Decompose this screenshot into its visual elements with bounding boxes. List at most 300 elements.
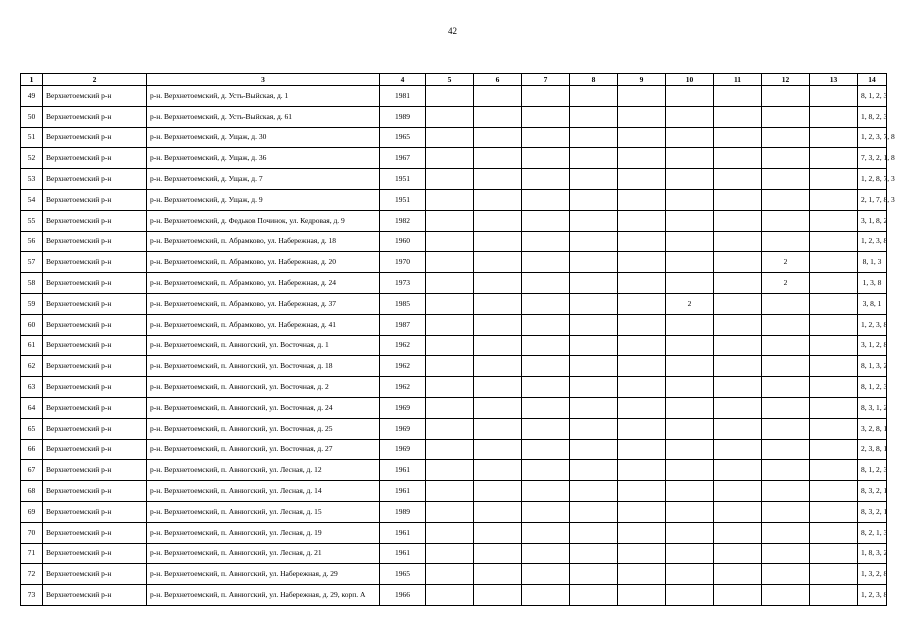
column-14-cell: 2, 3, 8, 1 [858, 439, 887, 460]
column-13-cell [810, 585, 858, 606]
column-5-cell [426, 252, 474, 273]
column-9-cell [618, 273, 666, 294]
district-cell: Верхнетоемский р-н [43, 189, 147, 210]
column-9-cell [618, 106, 666, 127]
column-14-cell: 8, 1, 2, 3 [858, 460, 887, 481]
table-row [21, 585, 887, 606]
column-5-cell [426, 335, 474, 356]
district-cell: Верхнетоемский р-н [43, 564, 147, 585]
column-11-cell [714, 231, 762, 252]
column-header: 9 [618, 74, 666, 86]
column-12-cell [762, 543, 810, 564]
address-cell: р-н. Верхнетоемский, п. Абрамково, ул. Набережная, д. 18 [147, 231, 380, 252]
column-5-cell [426, 293, 474, 314]
column-5-cell [426, 314, 474, 335]
column-7-cell [522, 148, 570, 169]
column-11-cell [714, 356, 762, 377]
column-13-cell [810, 231, 858, 252]
row-number-cell: 52 [21, 148, 43, 169]
column-13-cell [810, 169, 858, 190]
column-12-cell [762, 377, 810, 398]
column-11-cell [714, 460, 762, 481]
column-12-cell [762, 564, 810, 585]
district-cell: Верхнетоемский р-н [43, 169, 147, 190]
column-13-cell [810, 543, 858, 564]
row-number-cell: 51 [21, 127, 43, 148]
district-cell: Верхнетоемский р-н [43, 439, 147, 460]
column-header: 7 [522, 74, 570, 86]
column-9-cell [618, 564, 666, 585]
column-10-cell: 2 [666, 293, 714, 314]
district-cell: Верхнетоемский р-н [43, 335, 147, 356]
address-cell: р-н. Верхнетоемский, д. Ущаж, д. 36 [147, 148, 380, 169]
table-row [21, 189, 887, 210]
column-12-cell [762, 439, 810, 460]
address-cell: р-н. Верхнетоемский, д. Федьков Починок, ул. Кедровая, д. 9 [147, 210, 380, 231]
row-number-cell: 50 [21, 106, 43, 127]
column-14-cell: 8, 1, 2, 3 [858, 377, 887, 398]
column-9-cell [618, 397, 666, 418]
column-5-cell [426, 481, 474, 502]
row-number-cell: 66 [21, 439, 43, 460]
column-5-cell [426, 585, 474, 606]
column-11-cell [714, 86, 762, 107]
column-8-cell [570, 189, 618, 210]
column-5-cell [426, 543, 474, 564]
column-7-cell [522, 460, 570, 481]
column-8-cell [570, 460, 618, 481]
column-14-cell: 7, 3, 2, 1, 8 [858, 148, 887, 169]
column-10-cell [666, 106, 714, 127]
column-10-cell [666, 252, 714, 273]
column-10-cell [666, 86, 714, 107]
column-12-cell [762, 585, 810, 606]
district-cell: Верхнетоемский р-н [43, 356, 147, 377]
column-5-cell [426, 564, 474, 585]
column-10-cell [666, 522, 714, 543]
column-9-cell [618, 148, 666, 169]
column-10-cell [666, 231, 714, 252]
column-8-cell [570, 106, 618, 127]
column-8-cell [570, 501, 618, 522]
row-number-cell: 54 [21, 189, 43, 210]
column-6-cell [474, 169, 522, 190]
column-9-cell [618, 356, 666, 377]
column-10-cell [666, 314, 714, 335]
column-6-cell [474, 252, 522, 273]
column-header: 12 [762, 74, 810, 86]
column-14-cell: 1, 8, 3, 2 [858, 543, 887, 564]
column-12-cell: 2 [762, 273, 810, 294]
column-7-cell [522, 210, 570, 231]
column-13-cell [810, 335, 858, 356]
column-10-cell [666, 377, 714, 398]
table-row [21, 460, 887, 481]
column-7-cell [522, 127, 570, 148]
row-number-cell: 57 [21, 252, 43, 273]
address-cell: р-н. Верхнетоемский, п. Абрамково, ул. Набережная, д. 24 [147, 273, 380, 294]
column-8-cell [570, 127, 618, 148]
district-cell: Верхнетоемский р-н [43, 86, 147, 107]
column-14-cell: 8, 3, 2, 1 [858, 481, 887, 502]
row-number-cell: 62 [21, 356, 43, 377]
column-10-cell [666, 543, 714, 564]
column-11-cell [714, 189, 762, 210]
address-cell: р-н. Верхнетоемский, д. Ущаж, д. 7 [147, 169, 380, 190]
year-cell: 1981 [380, 86, 426, 107]
year-cell: 1987 [380, 314, 426, 335]
column-6-cell [474, 522, 522, 543]
table-row [21, 169, 887, 190]
column-6-cell [474, 273, 522, 294]
district-cell: Верхнетоемский р-н [43, 231, 147, 252]
column-12-cell [762, 481, 810, 502]
column-6-cell [474, 439, 522, 460]
column-8-cell [570, 397, 618, 418]
column-13-cell [810, 314, 858, 335]
column-14-cell: 8, 3, 2, 1 [858, 501, 887, 522]
column-11-cell [714, 418, 762, 439]
address-cell: р-н. Верхнетоемский, д. Усть-Выйская, д. 1 [147, 86, 380, 107]
column-6-cell [474, 86, 522, 107]
column-6-cell [474, 210, 522, 231]
column-8-cell [570, 418, 618, 439]
column-10-cell [666, 127, 714, 148]
address-cell: р-н. Верхнетоемский, п. Авнюгский, ул. Восточная, д. 18 [147, 356, 380, 377]
column-8-cell [570, 522, 618, 543]
column-header: 4 [380, 74, 426, 86]
column-6-cell [474, 127, 522, 148]
district-cell: Верхнетоемский р-н [43, 293, 147, 314]
column-8-cell [570, 377, 618, 398]
column-6-cell [474, 418, 522, 439]
column-14-cell: 3, 1, 8, 2 [858, 210, 887, 231]
column-13-cell [810, 127, 858, 148]
district-cell: Верхнетоемский р-н [43, 252, 147, 273]
column-6-cell [474, 377, 522, 398]
column-header: 8 [570, 74, 618, 86]
column-9-cell [618, 314, 666, 335]
year-cell: 1961 [380, 481, 426, 502]
column-9-cell [618, 86, 666, 107]
row-number-cell: 49 [21, 86, 43, 107]
column-5-cell [426, 439, 474, 460]
column-7-cell [522, 397, 570, 418]
column-8-cell [570, 86, 618, 107]
column-8-cell [570, 585, 618, 606]
year-cell: 1970 [380, 252, 426, 273]
district-cell: Верхнетоемский р-н [43, 460, 147, 481]
address-cell: р-н. Верхнетоемский, д. Усть-Выйская, д. 61 [147, 106, 380, 127]
column-11-cell [714, 543, 762, 564]
column-14-cell: 8, 1, 2, 3 [858, 86, 887, 107]
row-number-cell: 56 [21, 231, 43, 252]
district-cell: Верхнетоемский р-н [43, 127, 147, 148]
column-5-cell [426, 210, 474, 231]
column-6-cell [474, 148, 522, 169]
table-row [21, 293, 887, 314]
year-cell: 1969 [380, 397, 426, 418]
year-cell: 1962 [380, 377, 426, 398]
column-header: 10 [666, 74, 714, 86]
column-6-cell [474, 543, 522, 564]
year-cell: 1982 [380, 210, 426, 231]
column-7-cell [522, 169, 570, 190]
column-8-cell [570, 210, 618, 231]
year-cell: 1967 [380, 148, 426, 169]
year-cell: 1973 [380, 273, 426, 294]
column-14-cell: 1, 3, 8 [858, 273, 887, 294]
column-13-cell [810, 501, 858, 522]
column-9-cell [618, 501, 666, 522]
column-11-cell [714, 335, 762, 356]
column-7-cell [522, 293, 570, 314]
column-12-cell [762, 460, 810, 481]
column-9-cell [618, 252, 666, 273]
column-12-cell [762, 189, 810, 210]
column-10-cell [666, 397, 714, 418]
column-13-cell [810, 189, 858, 210]
column-10-cell [666, 356, 714, 377]
column-11-cell [714, 127, 762, 148]
row-number-cell: 72 [21, 564, 43, 585]
column-13-cell [810, 293, 858, 314]
table-row [21, 148, 887, 169]
year-cell: 1961 [380, 522, 426, 543]
row-number-cell: 58 [21, 273, 43, 294]
column-9-cell [618, 418, 666, 439]
column-9-cell [618, 481, 666, 502]
address-cell: р-н. Верхнетоемский, п. Авнюгский, ул. Лесная, д. 15 [147, 501, 380, 522]
year-cell: 1962 [380, 356, 426, 377]
column-14-cell: 2, 1, 7, 8, 3 [858, 189, 887, 210]
year-cell: 1965 [380, 127, 426, 148]
column-7-cell [522, 356, 570, 377]
column-header: 2 [43, 74, 147, 86]
column-11-cell [714, 169, 762, 190]
column-7-cell [522, 314, 570, 335]
column-header: 11 [714, 74, 762, 86]
column-5-cell [426, 127, 474, 148]
district-cell: Верхнетоемский р-н [43, 377, 147, 398]
column-12-cell [762, 86, 810, 107]
table-row [21, 377, 887, 398]
column-5-cell [426, 397, 474, 418]
table-row [21, 522, 887, 543]
column-8-cell [570, 231, 618, 252]
column-9-cell [618, 169, 666, 190]
table-body [21, 86, 895, 606]
column-13-cell [810, 106, 858, 127]
table-row [21, 418, 887, 439]
column-header: 5 [426, 74, 474, 86]
district-cell: Верхнетоемский р-н [43, 210, 147, 231]
year-cell: 1989 [380, 501, 426, 522]
column-12-cell [762, 231, 810, 252]
district-cell: Верхнетоемский р-н [43, 314, 147, 335]
column-14-cell: 8, 3, 1, 2 [858, 397, 887, 418]
row-number-cell: 60 [21, 314, 43, 335]
column-11-cell [714, 106, 762, 127]
column-12-cell [762, 335, 810, 356]
year-cell: 1969 [380, 418, 426, 439]
column-12-cell [762, 293, 810, 314]
year-cell: 1985 [380, 293, 426, 314]
column-14-cell: 8, 1, 3, 2 [858, 356, 887, 377]
column-14-cell: 1, 2, 8, 7, 3 [858, 169, 887, 190]
column-header: 3 [147, 74, 380, 86]
column-11-cell [714, 377, 762, 398]
table-row [21, 335, 887, 356]
column-11-cell [714, 210, 762, 231]
column-12-cell [762, 127, 810, 148]
column-9-cell [618, 543, 666, 564]
column-8-cell [570, 293, 618, 314]
address-cell: р-н. Верхнетоемский, д. Ущаж, д. 9 [147, 189, 380, 210]
row-number-cell: 69 [21, 501, 43, 522]
column-7-cell [522, 252, 570, 273]
column-7-cell [522, 377, 570, 398]
row-number-cell: 70 [21, 522, 43, 543]
column-11-cell [714, 314, 762, 335]
address-cell: р-н. Верхнетоемский, п. Абрамково, ул. Набережная, д. 20 [147, 252, 380, 273]
column-5-cell [426, 86, 474, 107]
column-5-cell [426, 377, 474, 398]
column-6-cell [474, 460, 522, 481]
column-8-cell [570, 564, 618, 585]
column-5-cell [426, 273, 474, 294]
column-8-cell [570, 356, 618, 377]
table-row [21, 86, 887, 107]
year-cell: 1951 [380, 169, 426, 190]
year-cell: 1965 [380, 564, 426, 585]
district-cell: Верхнетоемский р-н [43, 148, 147, 169]
column-9-cell [618, 210, 666, 231]
column-7-cell [522, 543, 570, 564]
district-cell: Верхнетоемский р-н [43, 418, 147, 439]
column-5-cell [426, 106, 474, 127]
column-12-cell [762, 397, 810, 418]
column-13-cell [810, 252, 858, 273]
column-8-cell [570, 148, 618, 169]
column-14-cell: 1, 2, 3, 8 [858, 314, 887, 335]
column-14-cell: 3, 8, 1 [858, 293, 887, 314]
column-7-cell [522, 481, 570, 502]
row-number-cell: 68 [21, 481, 43, 502]
column-13-cell [810, 522, 858, 543]
column-6-cell [474, 564, 522, 585]
column-13-cell [810, 377, 858, 398]
column-7-cell [522, 501, 570, 522]
district-cell: Верхнетоемский р-н [43, 273, 147, 294]
column-8-cell [570, 543, 618, 564]
address-cell: р-н. Верхнетоемский, п. Авнюгский, ул. Набережная, д. 29, корп. А [147, 585, 380, 606]
address-cell: р-н. Верхнетоемский, п. Авнюгский, ул. Лесная, д. 19 [147, 522, 380, 543]
row-number-cell: 67 [21, 460, 43, 481]
column-12-cell: 2 [762, 252, 810, 273]
column-6-cell [474, 356, 522, 377]
column-11-cell [714, 585, 762, 606]
year-cell: 1961 [380, 460, 426, 481]
table-row [21, 481, 887, 502]
column-7-cell [522, 585, 570, 606]
column-5-cell [426, 460, 474, 481]
column-9-cell [618, 585, 666, 606]
column-9-cell [618, 522, 666, 543]
address-cell: р-н. Верхнетоемский, п. Авнюгский, ул. Лесная, д. 12 [147, 460, 380, 481]
table-row [21, 231, 887, 252]
column-10-cell [666, 501, 714, 522]
column-11-cell [714, 397, 762, 418]
column-7-cell [522, 418, 570, 439]
address-cell: р-н. Верхнетоемский, п. Авнюгский, ул. Набережная, д. 29 [147, 564, 380, 585]
table-row [21, 252, 887, 273]
page-number: 42 [448, 26, 457, 36]
column-header: 6 [474, 74, 522, 86]
column-5-cell [426, 522, 474, 543]
column-10-cell [666, 564, 714, 585]
column-6-cell [474, 293, 522, 314]
district-cell: Верхнетоемский р-н [43, 106, 147, 127]
column-10-cell [666, 335, 714, 356]
column-11-cell [714, 564, 762, 585]
column-12-cell [762, 314, 810, 335]
column-5-cell [426, 189, 474, 210]
column-14-cell: 1, 3, 2, 8 [858, 564, 887, 585]
column-13-cell [810, 418, 858, 439]
table-row [21, 106, 887, 127]
column-6-cell [474, 481, 522, 502]
district-cell: Верхнетоемский р-н [43, 481, 147, 502]
column-6-cell [474, 314, 522, 335]
column-8-cell [570, 335, 618, 356]
column-header: 1 [21, 74, 43, 86]
column-header: 14 [858, 74, 887, 86]
column-12-cell [762, 169, 810, 190]
column-6-cell [474, 501, 522, 522]
year-cell: 1966 [380, 585, 426, 606]
column-12-cell [762, 210, 810, 231]
year-cell: 1962 [380, 335, 426, 356]
row-number-cell: 73 [21, 585, 43, 606]
column-9-cell [618, 293, 666, 314]
column-7-cell [522, 231, 570, 252]
column-5-cell [426, 231, 474, 252]
row-number-cell: 59 [21, 293, 43, 314]
district-cell: Верхнетоемский р-н [43, 397, 147, 418]
column-13-cell [810, 356, 858, 377]
row-number-cell: 71 [21, 543, 43, 564]
address-cell: р-н. Верхнетоемский, п. Авнюгский, ул. Восточная, д. 25 [147, 418, 380, 439]
column-13-cell [810, 86, 858, 107]
column-13-cell [810, 481, 858, 502]
column-14-cell: 1, 2, 3, 8 [858, 585, 887, 606]
column-10-cell [666, 460, 714, 481]
table-row [21, 397, 887, 418]
district-cell: Верхнетоемский р-н [43, 585, 147, 606]
column-14-cell: 8, 2, 1, 3 [858, 522, 887, 543]
column-7-cell [522, 273, 570, 294]
district-cell: Верхнетоемский р-н [43, 501, 147, 522]
column-12-cell [762, 356, 810, 377]
column-11-cell [714, 293, 762, 314]
address-cell: р-н. Верхнетоемский, п. Авнюгский, ул. Лесная, д. 14 [147, 481, 380, 502]
column-7-cell [522, 564, 570, 585]
column-11-cell [714, 273, 762, 294]
table-row [21, 127, 887, 148]
table-row [21, 501, 887, 522]
column-12-cell [762, 501, 810, 522]
